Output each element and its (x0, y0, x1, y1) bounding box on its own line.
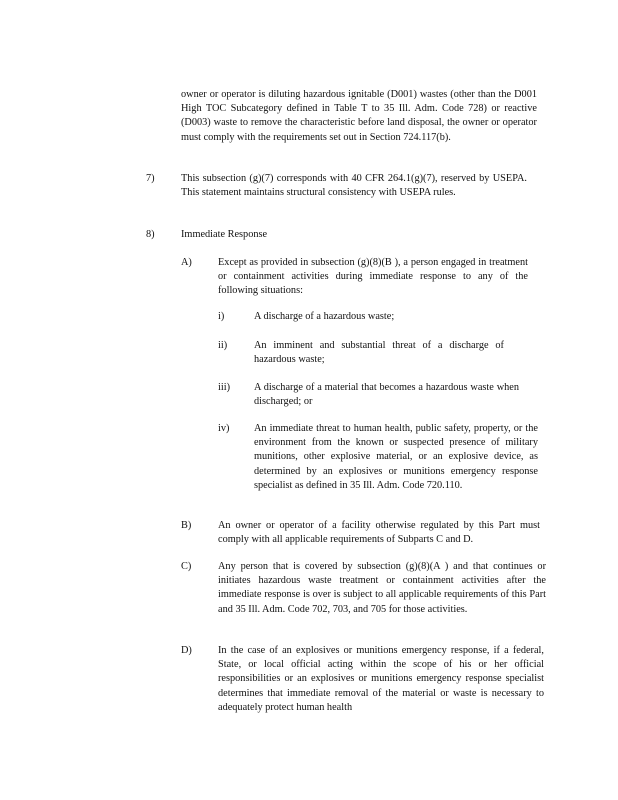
item-8C-text: Any person that is covered by subsection (g)(8)(A ) and that continues or initiates hazardous waste treatment or containment activities after the immediate response is over is subject to all applicable requirements of this Part and 35 Ill. Adm. Code 702, 703, and 705 for those activities. (218, 561, 546, 615)
item-8Aiv-text: An immediate threat to human health, public safety, property, or the environment from the known or suspected presence of military munitions, other explosive material, or an explosive device, as determined by an explosives or munitions emergency response specialist as defined in 35 Ill. Adm. Code 720.110. (254, 423, 538, 491)
item-8Aii-label: ii) (218, 340, 228, 351)
item-8D-label: D) (181, 645, 192, 656)
item-8Aiii-label: iii) (218, 382, 231, 393)
item-8B-label: B) (181, 520, 192, 531)
item-8Aiii-text: A discharge of a material that becomes a hazardous waste when discharged; or (254, 382, 519, 408)
item-8-heading: Immediate Response (181, 229, 268, 240)
item-8C-label: C) (181, 561, 192, 572)
item-8B-text: An owner or operator of a facility otherwise regulated by this Part must comply with all applicable requirements of Subparts C and D. (218, 520, 540, 546)
item-8-label: 8) (146, 229, 155, 240)
item-7-label: 7) (146, 173, 155, 184)
item-8Aii-text: An imminent and substantial threat of a discharge of hazardous waste; (254, 340, 504, 366)
item-8Aiv-label: iv) (218, 423, 230, 434)
continuation-paragraph: owner or operator is diluting hazardous ignitable (D001) wastes (other than the D001 High TOC Subcategory defined in Table T to 35 Ill. Adm. Code 728) or reactive (D003) waste to remove the characteristic before land disposal, the owner or operator must comply with the requirements set out in Section 724.117(b). (181, 89, 537, 143)
item-7-text: This subsection (g)(7) corresponds with 40 CFR 264.1(g)(7), reserved by USEPA. This statement maintains structural consistency with USEPA rules. (181, 173, 527, 199)
item-8A-label: A) (181, 257, 192, 268)
item-8Ai-label: i) (218, 311, 225, 322)
item-8A-text: Except as provided in subsection (g)(8)(B ), a person engaged in treatment or containment activities during immediate response to any of the following situations: (218, 257, 528, 297)
item-8D-text: In the case of an explosives or munitions emergency response, if a federal, State, or local official acting within the scope of his or her official responsibilities or an explosives or munitions emergency response specialist determines that immediate removal of the material or waste is necessary to adequately protect human health (218, 645, 544, 713)
item-8Ai-text: A discharge of a hazardous waste; (254, 311, 395, 322)
